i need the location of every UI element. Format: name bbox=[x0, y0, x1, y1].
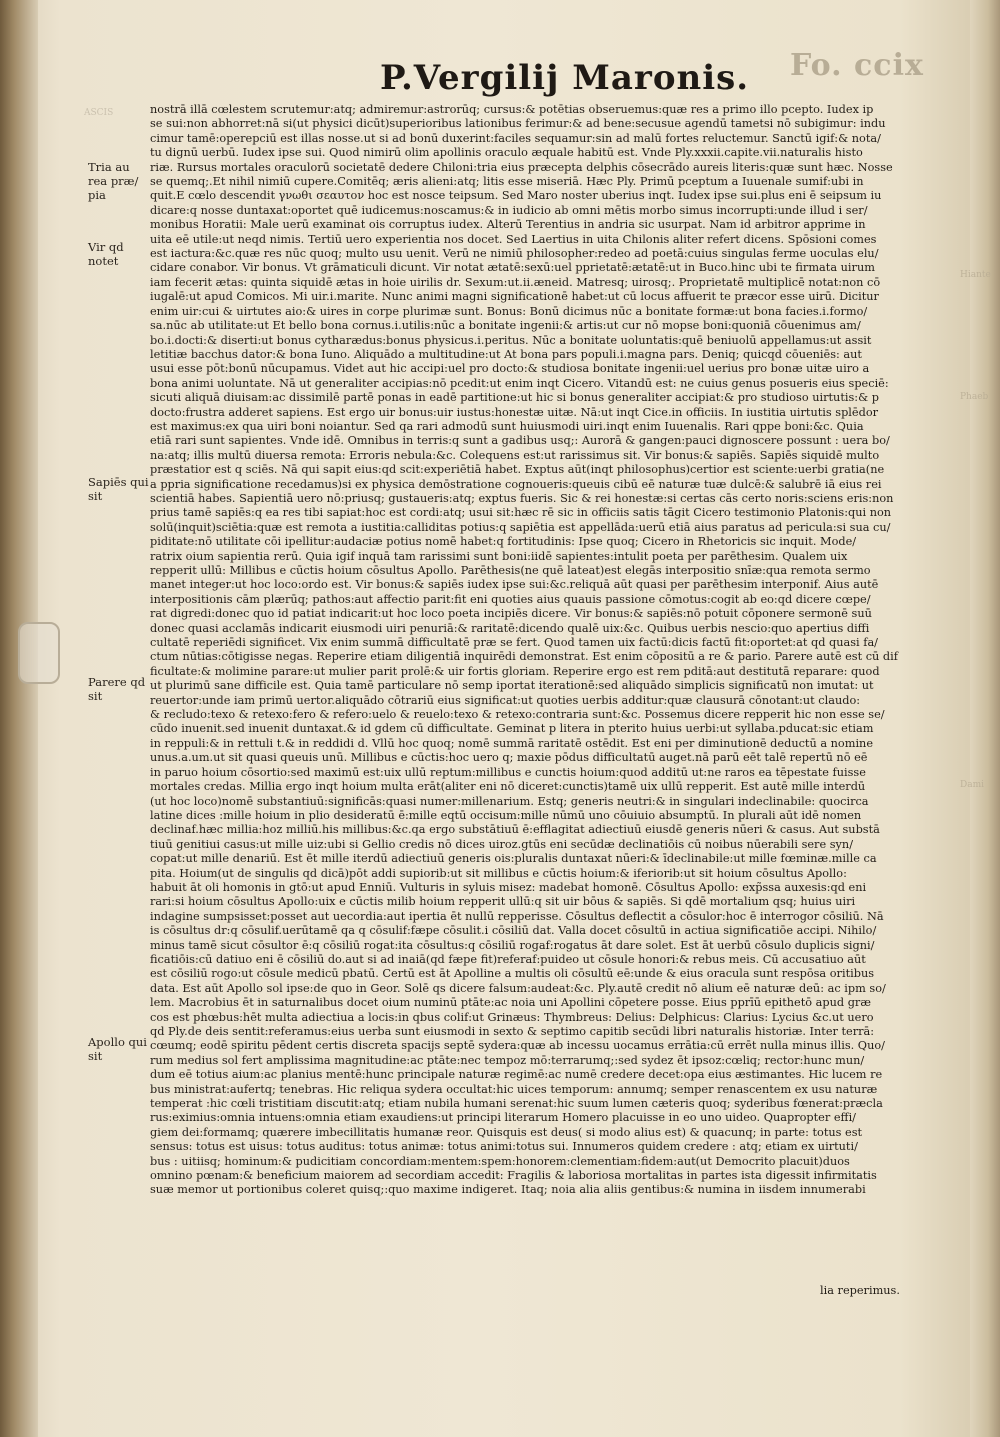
text-line: se quemq;.Et nihil nimiū cupere.Comitēq; æris alieni:atq; litis esse miseriā. Hæc Ply. Primū pceptum a Iuuenale sumif:ubi in bbox=[150, 175, 864, 189]
margin-note-vir: Vir qd notet bbox=[88, 240, 124, 268]
text-line: dum eē totius aium:ac planius mentē:hunc principale naturæ regimē:ac numē credere decet:opa eius æstimantes. Hic lucem re bbox=[150, 1068, 883, 1082]
text-line: est cōsiliū rogo:ut cōsule medicū pbatū. Certū est āt Apolline a multis oli cōsultū eē:unde & eius oracula sunt respōsa oritibus bbox=[150, 967, 875, 981]
text-line: bo.i.docti:& diserti:ut bonus cytharædus:bonus physicus.i.peritus. Nūc a bonitate uoluntatis:quē beniuolū appellamus:ut assit bbox=[150, 333, 872, 347]
margin-note-tria-aurea: Tria au rea præ/ pia bbox=[88, 160, 139, 202]
text-line: usui esse pōt:bonū nūcupamus. Videt aut hic accipi:uel pro docto:& studiosa bonitate ingenii:uel uerius pro bonæ uitæ uiro a bbox=[150, 362, 870, 376]
text-line: cimur tamē:operepciū est illas nosse.ut si ad bonū duxerint:faciles sequamur:sin ad malū fortes reluctemur. Sanctū igif:& nota/ bbox=[150, 131, 881, 145]
text-line: tu dignū uerbū. Iudex ipse sui. Quod nimirū olim apollinis oraculo æquale habitū est. Vnde Ply.xxxii.capite.vii.naturalis histo bbox=[150, 146, 863, 160]
text-line: prius tamē sapiēs:q ea res tibi sapiat:hoc est cordi:atq; usui sit:hæc rē sic in officiis satis tāgit Cicero testimonio Platonis:qui non bbox=[150, 506, 892, 520]
text-line: sicuti aliquā diuisam:ac dissimilē partē ponas in eadē partitione:ut hic si bonus generaliter accipiat:& pro studioso uirtutis:& p bbox=[150, 391, 879, 405]
text-line: rum medius sol fert amplissima magnitudine:ac ptāte:nec tempoz mō:terrarumq;:sed sydez ēt ipsoz:cœliq; rector:hunc mun/ bbox=[150, 1053, 865, 1067]
text-line: præstatior est q sciēs. Nā qui sapit eius:qd scit:experiētiā habet. Exptus aūt(inqt philosophus)certior est sciente:uerbi gratia(ne bbox=[150, 463, 885, 477]
text-line: cidare conabor. Vir bonus. Vt grāmaticuli dicunt. Vir notat ætatē:sexū:uel pprietatē:ætatē:ut in Buco.hinc ubi te firmata uirum bbox=[150, 261, 875, 275]
text-line: riæ. Rursus mortales oraculorū societatē dedere Chiloni:tria eius præcepta delphis cōsecrādo aureis literis:quæ sunt hæc. Nosse bbox=[150, 160, 893, 174]
text-line: & recludo:texo & retexo:fero & refero:uelo & reuelo:texo & retexo:contraria sunt:&c. Possemus dicere repperit hic non esse se/ bbox=[150, 708, 885, 722]
text-line: tiuū genitiui casus:ut mille uiz:ubi si Gellio credis nō dices uiroz.gtūs eni secūdæ declinatiōis cū noibus nūerabili sere syn/ bbox=[150, 837, 853, 851]
text-line: est maximus:ex qua uiri boni noiantur. Sed qa rari admodū sunt huiusmodi uiri.inqt enim Iuuenalis. Rari qppe boni:&c. Quia bbox=[150, 419, 864, 433]
text-line: dicare:q nosse duntaxat:oportet quē iudicemus:noscamus:& in iudicio ab omni mētis morbo simus incorrupti:unde illud i ser/ bbox=[150, 203, 868, 217]
text-line: in reppuli:& in rettuli t.& in reddidi d. Vllū hoc quoq; nomē summā raritatē ostēdit. Est eni per diminutionē deductū a nomine bbox=[150, 736, 874, 750]
text-line: declinaf.hæc millia:hoz milliū.his millibus:&c.qa ergo substātiuū ē:efflagitat adiectiuū eiusdē generis nūeri & casus. Aut substā bbox=[150, 823, 880, 837]
text-line: giem dei:formamq; quærere imbecillitatis humanæ reor. Quisquis est deus( si modo alius est) & quacunq; in parte: totus est bbox=[150, 1125, 863, 1139]
text-line: lem. Macrobius ēt in saturnalibus docet oium numinū ptāte:ac noia uni Apollini cōpetere posse. Eius pprīū epithetō apud græ bbox=[150, 996, 871, 1010]
text-line: solū(inquit)sciētia:quæ est remota a iustitia:calliditas potius:q sapiētia est appellāda:uerū etiā aius paratus ad pericula:si sua cu/ bbox=[150, 520, 891, 534]
folio-number: Fo. ccix bbox=[790, 48, 924, 83]
page-title: P.Vergilij Maronis. bbox=[380, 58, 750, 98]
text-line: bona animi uoluntate. Nā ut generaliter accipias:nō pcedit:ut enim inqt Cicero. Vitandū est: ne cuius genus posueris eius speciē: bbox=[150, 376, 889, 390]
text-line: na:atq; illis multū diuersa remota: Erroris nebula:&c. Colequens est:ut rarissimus sit. Vir bonus:& sapiēs. Sapiēs siquidē multo bbox=[150, 448, 880, 462]
text-line: data. Est aūt Apollo sol ipse:de quo in Geor. Solē qs dicere falsum:audeat:&c. Ply.autē credit nō alium eē naturæ deū: ac ipm so/ bbox=[150, 981, 886, 995]
text-line: quit.E cœlo descendit γνωθι σεαυτον hoc est nosce teipsum. Sed Maro noster uberius inqt. Iudex ipse sui.plus eni ē seipsum iu bbox=[150, 189, 882, 203]
text-line: omnino pœnam:& beneficium maiorem ad secordiam accedit: Fragilis & laboriosa mortalitas in partes ista digessit infirmitatis bbox=[150, 1169, 877, 1183]
faint-right-note-1: Hiante bbox=[960, 270, 991, 280]
text-line: rat digredi:donec quo id patiat indicarit:ut hoc loco poeta incipiēs dicere. Vir bonus:& sapiēs:nō potuit cōponere sermonē suū bbox=[150, 607, 872, 621]
text-line: pita. Hoium(ut de singulis qd dicā)pōt addi supiorib:ut sit millibus e cūctis hoium:& iferiorib:ut sit hoium cōsultus Apollo: bbox=[150, 866, 847, 880]
text-line: nostrā illā cœlestem scrutemur:atq; admiremur:astrorūq; cursus:& potētias obseruemus:quæ res a primo illo pcepto. Iudex ip bbox=[150, 103, 874, 116]
text-line: temperat :hic cœli tristitiam discutit:atq; etiam nubila humani serenat:hic suum lumen cæteris quoq; syderibus fœnerat:præcla bbox=[150, 1097, 883, 1111]
text-line: ctum nūtias:cōtigisse negas. Reperire etiam diligentiā inquirēdi demonstrat. Est enim cōpositū a re & pario. Parere autē est cū dif bbox=[150, 650, 898, 664]
text-line: minus tamē sicut cōsultor ē:q cōsiliū rogat:ita cōsultus:q cōsiliū rogaf:rogatus āt dare solet. Est āt uerbū cōsulo duplicis signi/ bbox=[150, 938, 875, 952]
text-line: rus:eximius:omnia intuens:omnia etiam exaudiens:ut principi literarum Homero placuisse in eo uno uideo. Quapropter effi/ bbox=[150, 1111, 856, 1125]
text-line: (ut hoc loco)nomē substantiuū:significās:quasi numer:millenarium. Estq; generis neutri:& in singulari indeclinabile: quocirca bbox=[150, 794, 869, 808]
text-line: manet integer:ut hoc loco:ordo est. Vir bonus:& sapiēs iudex ipse sui:&c.reliquā aūt quasi per parēthesim interponif. Aius autē bbox=[150, 578, 879, 592]
running-header bbox=[380, 48, 924, 104]
text-line: iam fecerit ætas: quinta siquidē ætas in hoie uirilis dr. Sexum:ut.ii.æneid. Matresq; uirosq;. Proprietatē multiplicē notat:non cō bbox=[150, 275, 881, 289]
text-line: sensus: totus est uisus: totus auditus: totus animæ: totus animi:totus sui. Innumeros quidem credere : atq; etiam ex uirtuti/ bbox=[150, 1140, 858, 1154]
text-line: monibus Horatii: Male uerū examinat ois corruptus iudex. Alterū Terentius in andria sic usurpat. Nam id arbitror apprime in bbox=[150, 218, 866, 232]
text-line: latine dices :mille hoium in plio desideratū ē:mille eqtū occisum:mille nūmū uno cōuiuio absumptū. In plurali aūt idē nomen bbox=[150, 808, 862, 822]
text-line: is cōsultus dr:q cōsulif.uerūtamē qa q cōsulif:fæpe cōsulit.i cōsiliū dat. Valla docet cōsultū in actiua significatiōe accipi. Nihilo/ bbox=[150, 924, 877, 938]
text-line: uita eē utile:ut neqd nimis. Tertiū uero experientia nos docet. Sed Laertius in uita Chilonis aliter refert dicens. Spōsioni comes bbox=[150, 232, 877, 246]
text-line: sa.nūc ab utilitate:ut Et bello bona cornus.i.utilis:nūc a bonitate ingenii:& artis:ut cur nō mopse boni:quoniā cōuenimus am/ bbox=[150, 319, 861, 333]
text-line: bus : uitiisq; hominum:& pudicitiam concordiam:mentem:spem:honorem:clementiam:fidem:aut(ut Democrito placuit)duos bbox=[150, 1154, 850, 1168]
text-line: ficultate:& molimine parare:ut mulier parit prolē:& uir fortis gloriam. Reperire ergo est rem pditā:aut destitutā reparare: quod bbox=[150, 664, 880, 678]
text-line: repperit ullū: Millibus e cūctis hoium cōsultus Apollo. Parēthesis(ne quē lateat)est elegās interpositio snīæ:qua remota sermo bbox=[150, 564, 871, 577]
text-line: a ppria significatione recedamus)si ex physica demōstratione cognoueris:queuis cibū eē naturæ tuæ dulcē:& salubrē iā eius rei bbox=[150, 477, 882, 491]
text-line: enim uir:cui & uirtutes aio:& uires in corpe plurimæ sunt. Bonus: Bonū dicimus nūc a bonitate formæ:ut bona facies.i.formo/ bbox=[150, 304, 868, 318]
text-line: cultatē reperiēdi significet. Vix enim summā difficultatē præ se fert. Quod tamen uix factū:dicis factū fit:oportet:at qd quasi fa/ bbox=[150, 636, 878, 650]
text-line: donec quasi acclamās indicarit eiusmodi uiri penuriā:& raritatē:dicendo qualē uix:&c. Quibus uerbis nescio:quo apertius diffi bbox=[150, 621, 870, 635]
text-line: interpositionis cām plærūq; pathos:aut affectio parit:fit eni quoties aius quauis passione cōmotus:cogit ab eo:qd dicere cœpe/ bbox=[150, 592, 871, 606]
text-line: copat:ut mille denariū. Est ēt mille iterdū adiectiuū generis ois:pluralis duntaxat nūeri:& īdeclinabile:ut mille fœminæ.mille ca bbox=[150, 852, 877, 866]
margin-note-sapiens: Sapiēs qui sit bbox=[88, 475, 149, 503]
closing-line: lia reperimus. bbox=[820, 1284, 900, 1297]
margin-notes bbox=[88, 160, 152, 1260]
text-line: est iactura:&c.quæ res nūc quoq; multo usu uenit. Verū ne nimiū philosopher:redeo ad poetā:cuius singulas ferme uoculas elu/ bbox=[150, 247, 879, 261]
text-line: unus.a.um.ut sit quasi queuis unū. Millibus e cūctis:hoc uero q; maxie pōdus difficultatū auget.nā parū eēt talē repertū nō eē bbox=[150, 751, 868, 765]
text-line: letitiæ bacchus dator:& bona Iuno. Aliquādo a multitudine:ut At bona pars populi.i.magna pars. Deniq; quicqd cōueniēs: aut bbox=[150, 347, 862, 361]
text-line: mortales credas. Millia ergo inqt hoium multa erāt(aliter eni nō diceret:cunctis)tamē uix ullū repperit. Est autē mille interdū bbox=[150, 780, 866, 794]
faint-right-note-3: Dami bbox=[960, 780, 984, 790]
margin-note-parere: Parere qd sit bbox=[88, 675, 146, 703]
text-line: rari:si hoium cōsultus Apollo:uix e cūctis milib hoium repperit ullū:q sit uir bōus & sapiēs. Si qdē mortalium qsq; huius uiri bbox=[150, 895, 856, 909]
margin-note-apollo: Apollo qui sit bbox=[88, 1035, 147, 1063]
page-edge bbox=[970, 0, 1000, 1437]
faint-right-note-2: Phaeb bbox=[960, 392, 989, 402]
text-line: in paruo hoium cōsortio:sed maximū est:uix ullū reptum:millibus e cunctis hoium:quod additū ut:ne raros ea tēpestate fuisse bbox=[150, 765, 866, 779]
text-line: cœumq; eodē spiritu pēdent certis discreta spacijs septē sydera:quæ ab incessu uocamus errātia:cū errēt nulla minus illis. Quo/ bbox=[150, 1039, 885, 1053]
text-line: qd Ply.de deis sentit:referamus:eius uerba sunt eiusmodi in sexto & septimo capitib secūdi libri naturalis historiæ. Inter terrā: bbox=[150, 1025, 875, 1038]
text-line: reuertor:unde iam primū uertor.aliquādo cōtrariū eius significat:ut quoties uerbis additur:quæ clausurā cōnotant:ut claudo: bbox=[150, 693, 861, 707]
text-line: indagine sumpsisset:posset aut uecordia:aut ipertia ēt nullū repperisse. Cōsultus deflectit a cōsulor:hoc ē interrogor cōsiliū. Nā bbox=[150, 909, 884, 923]
clip-mark bbox=[18, 622, 60, 684]
text-line: ficatiōis:cū datiuo eni ē cōsiliū do.aut si ad inaiā(qd fæpe fit)referaf:puideo ut cōsule honori:& rebus meis. Cū accusatiuo aūt bbox=[150, 952, 866, 966]
commentary-text bbox=[150, 103, 900, 1303]
text-line: habuit āt oli homonis in gtō:ut apud Enniū. Vulturis in syluis misez: madebat homonē. Cōsultus Apollo: exp̃ssa auxesis:qd eni bbox=[150, 880, 867, 894]
binding-gutter bbox=[0, 0, 38, 1437]
text-line: piditate:nō utilitate cōi ipellitur:audaciæ potius nomē habet:q fortitudinis: Ipse quoq; Cicero in Rhetoricis sic inquit. Mode/ bbox=[150, 535, 857, 549]
text-line: ut plurimū sane difficile est. Quia tamē particulare nō semp iportat iterationē:sed aliquādo simplicis significatū non imutat: ut bbox=[150, 679, 874, 693]
text-line: ratrix oium sapientia rerū. Quia igif inquā tam rarissimi sunt boni:iidē sapientes:intulit poeta per parēthesim. Qualem uix bbox=[150, 549, 848, 563]
text-line: etiā rari sunt sapientes. Vnde idē. Omnibus in terris:q sunt a gadibus usq;: Aurorā & gangen:pauci dignoscere possunt : uera bo/ bbox=[150, 434, 890, 448]
text-line: bus ministrat:aufertq; tenebras. Hic reliqua sydera occultat:hic uices temporum: annumq; semper renascentem ex usu naturæ bbox=[150, 1082, 878, 1096]
text-line: se sui:non abhorret:nā si(ut physici dicūt)superioribus lationibus ferimur:& ad bene:secusue agendū tametsi nō subigimur: indu bbox=[150, 117, 886, 131]
text-line: suæ memor ut portionibus coleret quisq;:quo maxime indigeret. Itaq; noia alia aliis gentibus:& numina in iisdem innumerabi bbox=[150, 1183, 866, 1197]
text-line: scientiā habes. Sapientiā uero nō:priusq; gustaueris:atq; exptus fueris. Sic & rei honestæ:si certas cās certo noris:sciens eris:non bbox=[150, 491, 894, 505]
text-line: docto:frustra adderet sapiens. Est ergo uir bonus:uir iustus:honestæ uitæ. Nā:ut inqt Cice.in officiis. In iustitia uirtutis splēdor bbox=[150, 405, 879, 419]
text-line: iugalē:ut apud Comicos. Mi uir.i.marite. Nunc animi magni significationē habet:ut cū locus affuerit te præcor esse uirū. Dicitur bbox=[150, 290, 879, 304]
text-line: cūdo inuenit.sed inuenit duntaxat.& id gdem cū difficultate. Geminat p litera in pterito huius uerbi:ut syllaba.pducat:sic etiam bbox=[150, 722, 874, 736]
text-line: cos est phœbus:hēt multa adiectiua a locis:in qbus colif:ut Grinæus: Thymbreus: Delius: Delphicus: Clarius: Lycius &c.ut uero bbox=[150, 1010, 874, 1024]
faint-margin-text: ASCIS bbox=[84, 108, 114, 118]
